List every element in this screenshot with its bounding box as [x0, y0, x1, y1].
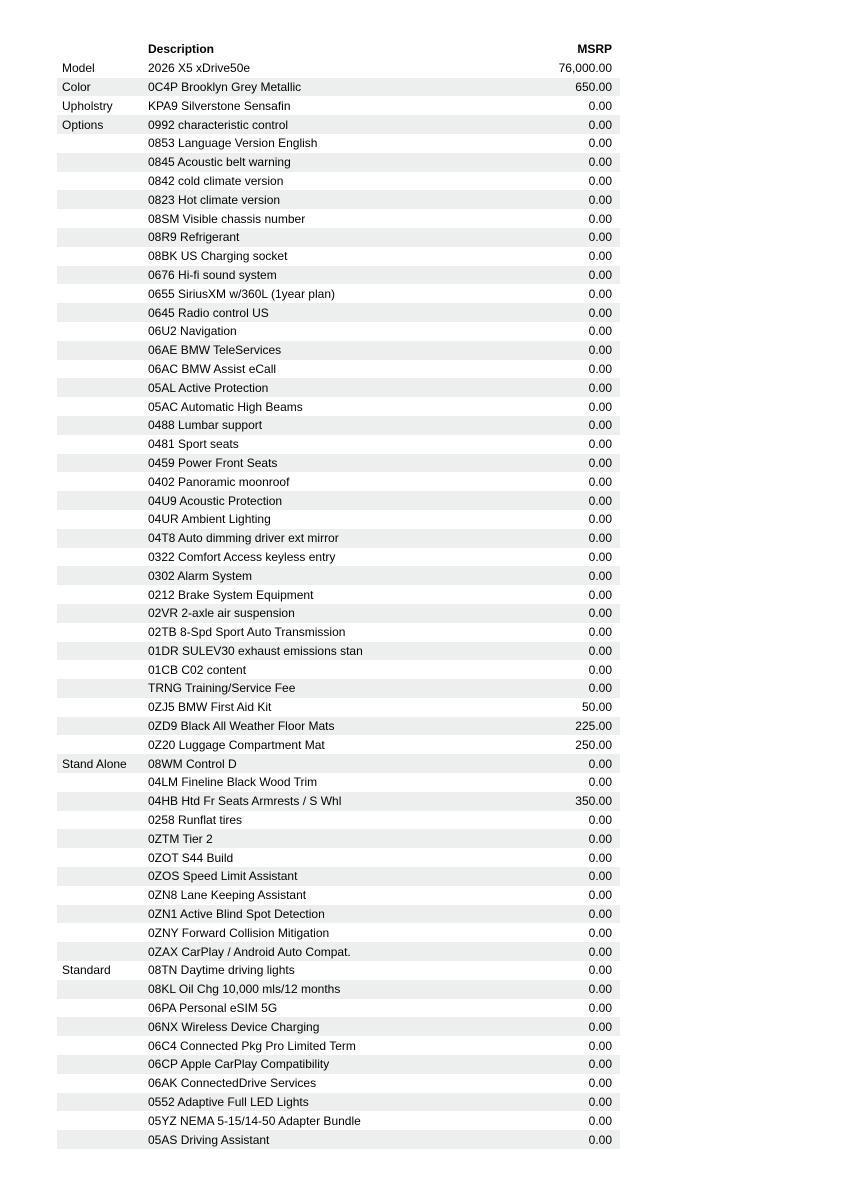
- category-cell: [57, 491, 148, 510]
- description-cell: 04T8 Auto dimming driver ext mirror: [148, 531, 339, 546]
- description-cell: 05AS Driving Assistant: [148, 1132, 270, 1147]
- category-cell: [57, 190, 148, 209]
- description-cell: 04HB Htd Fr Seats Armrests / S Whl: [148, 794, 342, 809]
- msrp-cell: 0.00: [588, 643, 612, 658]
- description-cell: 08TN Daytime driving lights: [148, 963, 295, 978]
- category-cell: [57, 886, 148, 905]
- msrp-cell: 0.00: [588, 286, 612, 301]
- table-row: [57, 585, 620, 604]
- description-cell: 05YZ NEMA 5-15/14-50 Adapter Bundle: [148, 1113, 361, 1128]
- description-cell: 08R9 Refrigerant: [148, 230, 240, 245]
- msrp-cell: 0.00: [588, 944, 612, 959]
- msrp-cell: 0.00: [588, 1019, 612, 1034]
- table-row: [57, 1017, 620, 1036]
- description-cell: 0ZTM Tier 2: [148, 831, 213, 846]
- description-cell: 0C4P Brooklyn Grey Metallic: [148, 79, 302, 94]
- category-cell: [57, 829, 148, 848]
- table-row: [57, 905, 620, 924]
- msrp-cell: 76,000.00: [558, 61, 612, 76]
- table-row: [57, 811, 620, 830]
- category-cell: [57, 905, 148, 924]
- msrp-cell: 0.00: [588, 625, 612, 640]
- category-cell: [57, 623, 148, 642]
- table-row: [57, 266, 620, 285]
- msrp-cell: 0.00: [588, 512, 612, 527]
- description-cell: 0ZAX CarPlay / Android Auto Compat.: [148, 944, 351, 959]
- header-row: [57, 40, 620, 59]
- msrp-cell: 0.00: [588, 324, 612, 339]
- msrp-cell: 0.00: [588, 963, 612, 978]
- category-cell: [57, 773, 148, 792]
- table-row: [57, 623, 620, 642]
- category-cell: [57, 341, 148, 360]
- table-row: [57, 190, 620, 209]
- msrp-cell: 0.00: [588, 756, 612, 771]
- table-row: [57, 416, 620, 435]
- category-cell: [57, 153, 148, 172]
- description-cell: 0ZN8 Lane Keeping Assistant: [148, 888, 307, 903]
- table-row: [57, 284, 620, 303]
- category-cell: [57, 717, 148, 736]
- msrp-cell: 0.00: [588, 1113, 612, 1128]
- msrp-cell: 0.00: [588, 211, 612, 226]
- msrp-cell: 0.00: [588, 136, 612, 151]
- table-row: [57, 848, 620, 867]
- category-cell: [57, 435, 148, 454]
- description-cell: 04UR Ambient Lighting: [148, 512, 271, 527]
- table-row: [57, 548, 620, 567]
- description-cell: 0ZN1 Active Blind Spot Detection: [148, 907, 325, 922]
- table-row: [57, 566, 620, 585]
- description-cell: 0481 Sport seats: [148, 437, 239, 452]
- msrp-cell: 0.00: [588, 982, 612, 997]
- table-row: [57, 1074, 620, 1093]
- description-cell: 04U9 Acoustic Protection: [148, 493, 283, 508]
- description-column-header: Description: [148, 40, 468, 59]
- description-cell: 06C4 Connected Pkg Pro Limited Term: [148, 1038, 356, 1053]
- category-cell: [57, 604, 148, 623]
- table-row: [57, 1130, 620, 1149]
- msrp-cell: 0.00: [588, 813, 612, 828]
- msrp-cell: 0.00: [588, 455, 612, 470]
- category-cell: [57, 454, 148, 473]
- category-cell: [57, 642, 148, 661]
- description-cell: 0676 Hi-fi sound system: [148, 267, 277, 282]
- category-cell: [57, 472, 148, 491]
- description-cell: 0488 Lumbar support: [148, 418, 263, 433]
- description-cell: 06U2 Navigation: [148, 324, 237, 339]
- msrp-cell: 0.00: [588, 437, 612, 452]
- description-cell: 0ZNY Forward Collision Mitigation: [148, 925, 330, 940]
- table-row: [57, 999, 620, 1018]
- table-row: [57, 660, 620, 679]
- description-cell: 0845 Acoustic belt warning: [148, 155, 291, 170]
- table-row: [57, 491, 620, 510]
- category-cell: [57, 209, 148, 228]
- table-row: [57, 303, 620, 322]
- msrp-cell: 0.00: [588, 117, 612, 132]
- msrp-cell: 0.00: [588, 850, 612, 865]
- msrp-cell: 0.00: [588, 1001, 612, 1016]
- description-cell: 08SM Visible chassis number: [148, 211, 306, 226]
- description-cell: 0552 Adaptive Full LED Lights: [148, 1095, 309, 1110]
- category-cell: [57, 735, 148, 754]
- category-cell: [57, 585, 148, 604]
- table-row: [57, 980, 620, 999]
- category-cell: [57, 1111, 148, 1130]
- msrp-cell: 350.00: [575, 794, 612, 809]
- msrp-cell: 0.00: [588, 155, 612, 170]
- msrp-cell: 0.00: [588, 1076, 612, 1091]
- category-cell: [57, 548, 148, 567]
- table-row: [57, 96, 620, 115]
- category-cell: [57, 1130, 148, 1149]
- table-row: [57, 867, 620, 886]
- msrp-column-header: MSRP: [468, 40, 620, 59]
- category-cell: [57, 980, 148, 999]
- description-cell: 02TB 8-Spd Sport Auto Transmission: [148, 625, 346, 640]
- msrp-cell: 225.00: [575, 719, 612, 734]
- description-cell: 0ZOS Speed Limit Assistant: [148, 869, 298, 884]
- table-row: [57, 604, 620, 623]
- table-row: [57, 378, 620, 397]
- category-cell: Upholstry: [62, 98, 113, 113]
- table-row: [57, 510, 620, 529]
- category-cell: [57, 322, 148, 341]
- category-cell: Stand Alone: [62, 756, 127, 771]
- description-cell: KPA9 Silverstone Sensafin: [148, 98, 291, 113]
- category-cell: [57, 266, 148, 285]
- category-cell: [57, 867, 148, 886]
- description-cell: 06PA Personal eSIM 5G: [148, 1001, 278, 1016]
- description-cell: 0645 Radio control US: [148, 305, 269, 320]
- table-row: [57, 679, 620, 698]
- category-cell: [57, 416, 148, 435]
- description-cell: 08BK US Charging socket: [148, 249, 288, 264]
- description-cell: 06CP Apple CarPlay Compatibility: [148, 1057, 330, 1072]
- table-row: [57, 923, 620, 942]
- msrp-cell: 0.00: [588, 831, 612, 846]
- category-column-header: [57, 40, 148, 59]
- category-cell: [57, 172, 148, 191]
- description-cell: 0459 Power Front Seats: [148, 455, 278, 470]
- msrp-cell: 0.00: [588, 1057, 612, 1072]
- table-row: [57, 322, 620, 341]
- table-row: [57, 754, 620, 773]
- msrp-cell: 0.00: [588, 474, 612, 489]
- category-cell: [57, 378, 148, 397]
- category-cell: [57, 660, 148, 679]
- table-row: [57, 341, 620, 360]
- msrp-cell: 0.00: [588, 305, 612, 320]
- description-cell: 0258 Runflat tires: [148, 813, 243, 828]
- category-cell: [57, 698, 148, 717]
- table-row: [57, 209, 620, 228]
- category-cell: [57, 1074, 148, 1093]
- msrp-cell: 0.00: [588, 681, 612, 696]
- description-cell: 0Z20 Luggage Compartment Mat: [148, 737, 325, 752]
- msrp-cell: 0.00: [588, 343, 612, 358]
- msrp-cell: 0.00: [588, 399, 612, 414]
- msrp-cell: 0.00: [588, 869, 612, 884]
- table-row: [57, 1055, 620, 1074]
- table-row: [57, 153, 620, 172]
- category-cell: [57, 510, 148, 529]
- msrp-cell: 0.00: [588, 249, 612, 264]
- msrp-cell: 0.00: [588, 531, 612, 546]
- category-cell: [57, 247, 148, 266]
- table-row: [57, 1111, 620, 1130]
- description-cell: 06AE BMW TeleServices: [148, 343, 282, 358]
- description-cell: 06AC BMW Assist eCall: [148, 361, 277, 376]
- category-cell: [57, 848, 148, 867]
- description-cell: 01CB C02 content: [148, 662, 247, 677]
- table-row: [57, 735, 620, 754]
- category-cell: [57, 792, 148, 811]
- category-cell: [57, 1055, 148, 1074]
- description-cell: 01DR SULEV30 exhaust emissions stan: [148, 643, 363, 658]
- table-row: [57, 698, 620, 717]
- category-cell: Color: [62, 79, 91, 94]
- category-cell: [57, 360, 148, 379]
- category-cell: [57, 811, 148, 830]
- table-row: [57, 792, 620, 811]
- category-cell: [57, 1036, 148, 1055]
- table-row: [57, 1093, 620, 1112]
- msrp-cell: 0.00: [588, 1132, 612, 1147]
- msrp-cell: 0.00: [588, 493, 612, 508]
- msrp-cell: 0.00: [588, 230, 612, 245]
- description-cell: 08WM Control D: [148, 756, 237, 771]
- msrp-cell: 0.00: [588, 888, 612, 903]
- table-row: [57, 435, 620, 454]
- table-row: [57, 454, 620, 473]
- category-cell: [57, 679, 148, 698]
- table-row: [57, 472, 620, 491]
- msrp-cell: 0.00: [588, 587, 612, 602]
- msrp-cell: 0.00: [588, 1095, 612, 1110]
- description-cell: 0992 characteristic control: [148, 117, 289, 132]
- category-cell: [57, 228, 148, 247]
- category-cell: [57, 1093, 148, 1112]
- description-cell: 0402 Panoramic moonroof: [148, 474, 290, 489]
- description-cell: 02VR 2-axle air suspension: [148, 606, 295, 621]
- description-cell: 04LM Fineline Black Wood Trim: [148, 775, 318, 790]
- category-cell: [57, 134, 148, 153]
- msrp-cell: 0.00: [588, 1038, 612, 1053]
- description-cell: 05AC Automatic High Beams: [148, 399, 303, 414]
- description-cell: 2026 X5 xDrive50e: [148, 61, 251, 76]
- table-row: [57, 172, 620, 191]
- msrp-cell: 0.00: [588, 775, 612, 790]
- description-cell: 0ZJ5 BMW First Aid Kit: [148, 700, 272, 715]
- category-cell: [57, 942, 148, 961]
- category-cell: Model: [62, 61, 95, 76]
- description-cell: 08KL Oil Chg 10,000 mls/12 months: [148, 982, 341, 997]
- table-row: [57, 134, 620, 153]
- table-body: [57, 59, 620, 1149]
- table-row: [57, 360, 620, 379]
- table-row: [57, 961, 620, 980]
- msrp-cell: 0.00: [588, 173, 612, 188]
- description-cell: 0655 SiriusXM w/360L (1year plan): [148, 286, 335, 301]
- description-cell: TRNG Training/Service Fee: [148, 681, 296, 696]
- table-row: [57, 247, 620, 266]
- table-row: [57, 1036, 620, 1055]
- category-cell: Options: [62, 117, 104, 132]
- table-row: [57, 642, 620, 661]
- table-row: [57, 115, 620, 134]
- table-row: [57, 59, 620, 78]
- category-cell: [57, 397, 148, 416]
- msrp-cell: 650.00: [575, 79, 612, 94]
- vehicle-spec-table: [57, 40, 620, 1149]
- table-row: [57, 228, 620, 247]
- msrp-cell: 0.00: [588, 192, 612, 207]
- msrp-cell: 0.00: [588, 361, 612, 376]
- msrp-cell: 50.00: [581, 700, 612, 715]
- description-cell: 0ZD9 Black All Weather Floor Mats: [148, 719, 335, 734]
- description-cell: 0842 cold climate version: [148, 173, 284, 188]
- category-cell: [57, 999, 148, 1018]
- category-cell: [57, 566, 148, 585]
- table-row: [57, 829, 620, 848]
- table-row: [57, 717, 620, 736]
- msrp-cell: 250.00: [575, 737, 612, 752]
- msrp-cell: 0.00: [588, 907, 612, 922]
- msrp-cell: 0.00: [588, 380, 612, 395]
- category-cell: Standard: [62, 963, 111, 978]
- category-cell: [57, 923, 148, 942]
- description-cell: 06AK ConnectedDrive Services: [148, 1076, 317, 1091]
- table-row: [57, 78, 620, 97]
- description-cell: 0212 Brake System Equipment: [148, 587, 314, 602]
- description-cell: 05AL Active Protection: [148, 380, 269, 395]
- description-cell: 0853 Language Version English: [148, 136, 318, 151]
- msrp-cell: 0.00: [588, 662, 612, 677]
- table-row: [57, 886, 620, 905]
- msrp-cell: 0.00: [588, 418, 612, 433]
- description-cell: 0ZOT S44 Build: [148, 850, 234, 865]
- msrp-cell: 0.00: [588, 606, 612, 621]
- table-row: [57, 773, 620, 792]
- table-row: [57, 397, 620, 416]
- table-row: [57, 942, 620, 961]
- msrp-cell: 0.00: [588, 98, 612, 113]
- msrp-cell: 0.00: [588, 925, 612, 940]
- description-cell: 0823 Hot climate version: [148, 192, 281, 207]
- category-cell: [57, 1017, 148, 1036]
- msrp-cell: 0.00: [588, 568, 612, 583]
- msrp-cell: 0.00: [588, 549, 612, 564]
- table-row: [57, 529, 620, 548]
- category-cell: [57, 529, 148, 548]
- description-cell: 0322 Comfort Access keyless entry: [148, 549, 336, 564]
- description-cell: 06NX Wireless Device Charging: [148, 1019, 320, 1034]
- description-cell: 0302 Alarm System: [148, 568, 253, 583]
- category-cell: [57, 303, 148, 322]
- msrp-cell: 0.00: [588, 267, 612, 282]
- category-cell: [57, 284, 148, 303]
